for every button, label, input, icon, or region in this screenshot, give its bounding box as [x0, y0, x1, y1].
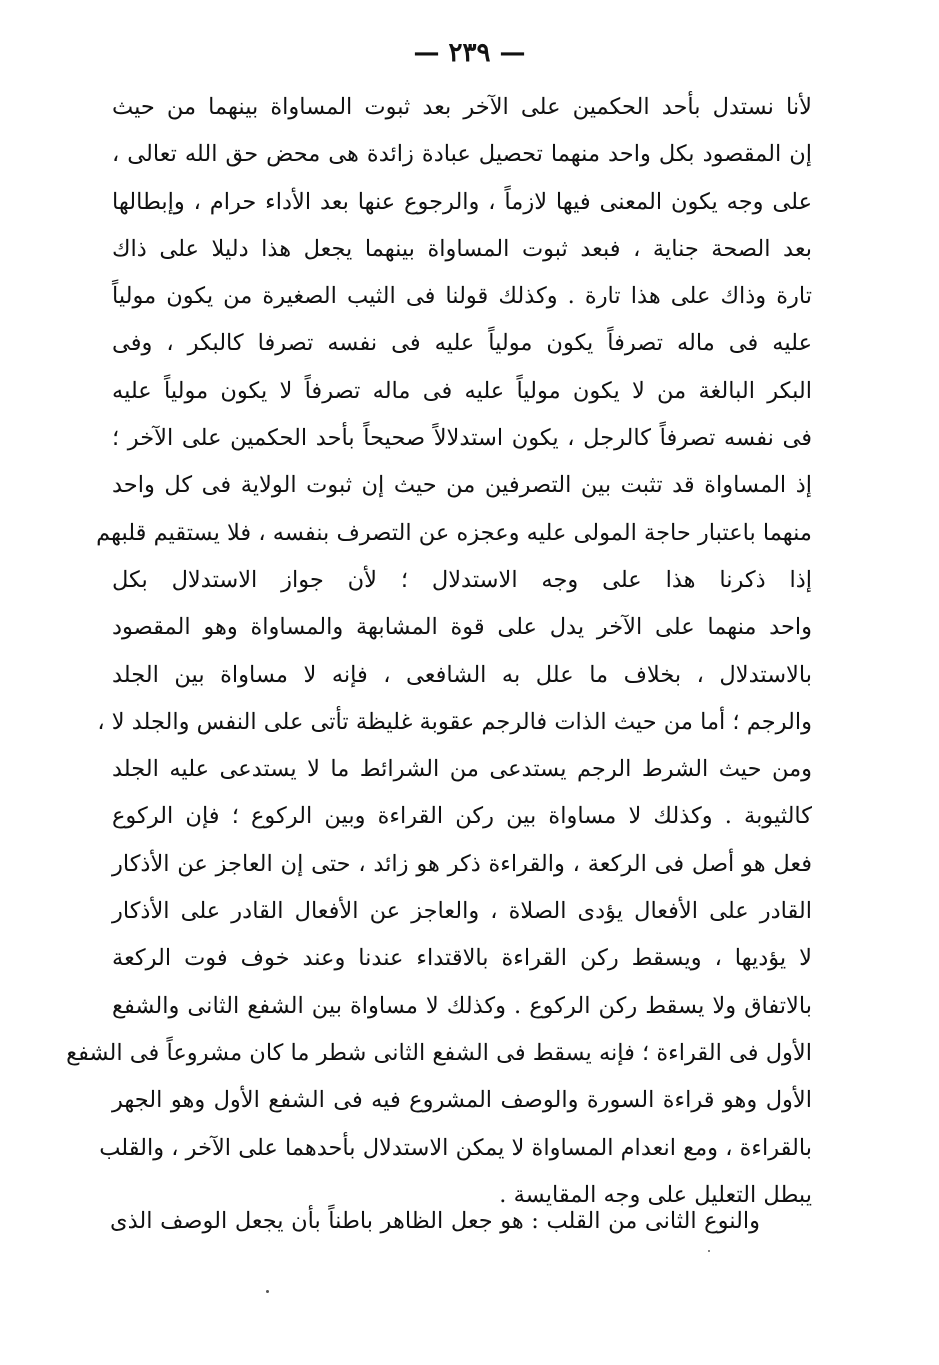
text-line: لأنا نستدل بأحد الحكمين على الآخر بعد ثبوت المساواة بينهما من حيث: [112, 94, 812, 120]
text-line: ومن حيث الشرط الرجم يستدعى من الشرائط ما لا يستدعى عليه الجلد: [112, 756, 812, 783]
text-line-last: يبطل التعليل على وجه المقايسة .: [499, 1181, 812, 1208]
text-line: البكر البالغة من لا يكون مولياً عليه فى ماله تصرفاً لا يكون مولياً عليه: [112, 377, 812, 404]
text-line: إذا ذكرنا هذا على وجه الاستدلال ؛ لأن جواز الاستدلال بكل: [112, 566, 812, 593]
print-speck: [266, 1290, 269, 1293]
text-line: إذ المساواة قد تثبت بين التصرفين من حيث إن ثبوت الولاية فى كل واحد: [112, 472, 812, 499]
text-line: تارة وذاك على هذا تارة . وكذلك قولنا فى الثيب الصغيرة من يكون مولياً: [112, 283, 812, 310]
text-line: كالثيوبة . وكذلك لا مساواة بين ركن القراءة وبين الركوع ؛ فإن الركوع: [112, 803, 812, 830]
text-line: بالاستدلال ، بخلاف ما علل به الشافعى ، فإنه لا مساواة بين الجلد: [112, 661, 812, 688]
print-speck: [708, 1250, 710, 1252]
text-line: القادر على الأفعال يؤدى الصلاة ، والعاجز عن الأفعال القادر على الأذكار: [112, 898, 812, 925]
main-text-block: [66, 84, 812, 1219]
text-line: واحد منهما على الآخر يدل على قوة المشابهة والمساواة وهو المقصود: [112, 614, 812, 641]
text-line: فعل هو أصل فى الركعة ، والقراءة ذكر هو زائد ، حتى إن العاجز عن الأذكار: [112, 850, 812, 877]
text-line: بعد الصحة جناية ، فبعد ثبوت المساواة بينهما يجعل هذا دليلا على ذاك: [112, 235, 812, 262]
text-line: فى نفسه تصرفاً كالرجل ، يكون استدلالاً صحيحاً بأحد الحكمين على الآخر ؛: [112, 425, 812, 452]
text-line: على وجه يكون المعنى فيها لازماً ، والرجوع عنها بعد الأداء حرام ، وإبطالها: [112, 188, 812, 215]
text-line: الأول فى القراءة ؛ فإنه يسقط فى الشفع الثانى شطر ما كان مشروعاً فى الشفع: [66, 1039, 812, 1066]
text-line: عليه فى ماله تصرفاً يكون مولياً عليه فى نفسه تصرفا كالبكر ، وفى: [112, 330, 812, 357]
text-line: لا يؤديها ، ويسقط ركن القراءة بالاقتداء عندنا وعند خوف فوت الركعة: [112, 945, 812, 972]
text-line: الأول وهو قراءة السورة والوصف المشروع فيه فى الشفع الأول وهو الجهر: [112, 1087, 812, 1114]
page-number: — ٢٣٩ —: [413, 38, 526, 68]
text-line: والرجم ؛ أما من حيث الذات فالرجم عقوبة غليظة تأتى على النفس والجلد لا ،: [97, 708, 812, 735]
paragraph-two-first-line: والنوع الثانى من القلب : هو جعل الظاهر باطناً بأن يجعل الوصف الذى: [110, 1208, 760, 1234]
text-line: إن المقصود بكل واحد منهما تحصيل عبادة زائدة هى محض حق الله تعالى ،: [112, 141, 812, 168]
text-line: بالاتفاق ولا يسقط ركن الركوع . وكذلك لا مساواة بين الشفع الثانى والشفع: [112, 992, 812, 1019]
text-line: منهما باعتبار حاجة المولى عليه وعجزه عن التصرف بنفسه ، فلا يستقيم قلبهم: [96, 519, 812, 546]
text-line: بالقراءة ، ومع انعدام المساواة لا يمكن الاستدلال بأحدهما على الآخر ، والقلب: [99, 1134, 812, 1161]
